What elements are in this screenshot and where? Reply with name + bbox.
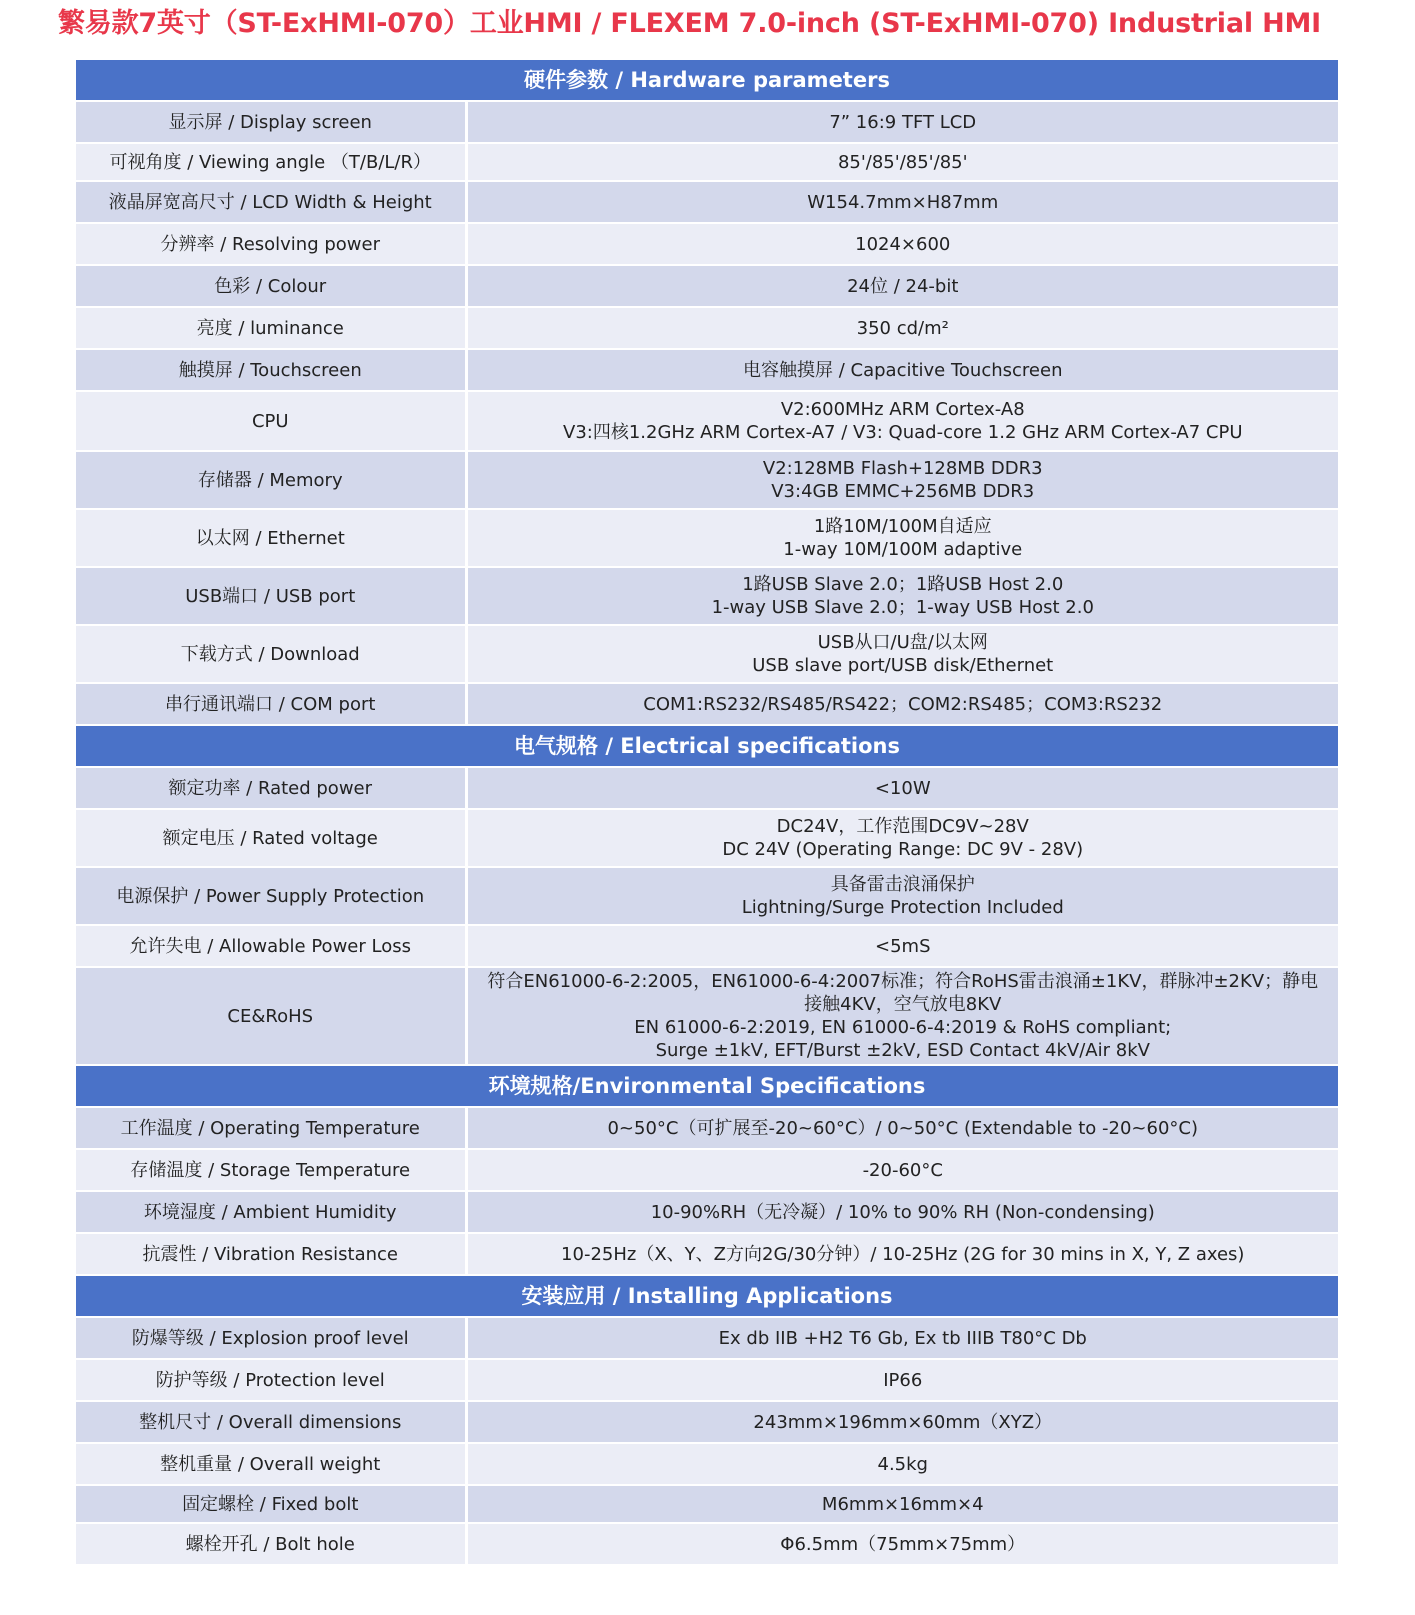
spec-table-body <box>76 59 1338 1565</box>
spec-value-line: 85'/85'/85'/85' <box>837 151 968 173</box>
spec-value-line: 符合EN61000-6-2:2005，EN61000-6-4:2007标准；符合RoHS雷击浪涌±1KV，群脉冲±2KV；静电 <box>487 971 1319 992</box>
spec-value <box>466 1149 1338 1191</box>
section-header-row <box>76 1275 1338 1317</box>
spec-row <box>76 307 1338 349</box>
spec-value-line: DC 24V (Operating Range: DC 9V - 28V) <box>722 839 1084 860</box>
spec-label: 电源保护 / Power Supply Protection <box>76 867 466 925</box>
spec-value-line: 1-way USB Slave 2.0；1-way USB Host 2.0 <box>711 597 1094 618</box>
spec-value <box>466 143 1338 181</box>
spec-label: 环境湿度 / Ambient Humidity <box>76 1191 466 1233</box>
spec-value-line: COM1:RS232/RS485/RS422；COM2:RS485；COM3:RS232 <box>643 693 1163 715</box>
spec-label: 下载方式 / Download <box>76 625 466 683</box>
spec-row <box>76 1443 1338 1485</box>
spec-row <box>76 1191 1338 1233</box>
spec-row <box>76 1401 1338 1443</box>
spec-value <box>466 391 1338 451</box>
section-header-row <box>76 59 1338 101</box>
spec-label: 防护等级 / Protection level <box>76 1359 466 1401</box>
spec-row <box>76 101 1338 143</box>
spec-value-line: EN 61000-6-2:2019, EN 61000-6-4:2019 & RoHS compliant; <box>634 1017 1172 1038</box>
spec-value-line: 1-way 10M/100M adaptive <box>783 539 1023 560</box>
spec-row <box>76 223 1338 265</box>
spec-value-line: -20-60°C <box>862 1159 943 1181</box>
section-header-row <box>76 1065 1338 1107</box>
spec-value-line: 1路10M/100M自适应 <box>813 516 992 537</box>
spec-value-line: W154.7mm×H87mm <box>807 191 999 213</box>
spec-label: 整机重量 / Overall weight <box>76 1443 466 1485</box>
section-header: 硬件参数 / Hardware parameters <box>76 59 1338 101</box>
spec-label: 存储器 / Memory <box>76 451 466 509</box>
spec-label: 允许失电 / Allowable Power Loss <box>76 925 466 967</box>
spec-value <box>466 349 1338 391</box>
spec-value <box>466 1233 1338 1275</box>
section-header: 安装应用 / Installing Applications <box>76 1275 1338 1317</box>
spec-value-line: Ex db IIB +H2 T6 Gb, Ex tb IIIB T80°C Db <box>718 1327 1087 1349</box>
spec-value <box>466 1523 1338 1565</box>
spec-row <box>76 265 1338 307</box>
spec-value-line: 接触4KV，空气放电8KV <box>804 994 1002 1015</box>
spec-row <box>76 1149 1338 1191</box>
spec-value-line: 7” 16:9 TFT LCD <box>829 111 977 133</box>
spec-value-line: Φ6.5mm（75mm×75mm） <box>780 1533 1026 1555</box>
spec-label: USB端口 / USB port <box>76 567 466 625</box>
spec-value <box>466 265 1338 307</box>
spec-row <box>76 567 1338 625</box>
spec-value-line: 243mm×196mm×60mm（XYZ） <box>753 1411 1053 1433</box>
spec-value-line: <5mS <box>875 935 931 957</box>
spec-value <box>466 967 1338 1065</box>
spec-label: 整机尺寸 / Overall dimensions <box>76 1401 466 1443</box>
spec-label: 螺栓开孔 / Bolt hole <box>76 1523 466 1565</box>
spec-value <box>466 809 1338 867</box>
spec-value <box>466 767 1338 809</box>
spec-value <box>466 307 1338 349</box>
section-header: 电气规格 / Electrical specifications <box>76 725 1338 767</box>
spec-row <box>76 1233 1338 1275</box>
spec-label: 液晶屏宽高尺寸 / LCD Width & Height <box>76 181 466 223</box>
spec-label: 色彩 / Colour <box>76 265 466 307</box>
spec-label: 额定功率 / Rated power <box>76 767 466 809</box>
spec-row <box>76 925 1338 967</box>
spec-value <box>466 509 1338 567</box>
spec-value-line: <10W <box>874 777 931 799</box>
spec-label: 存储温度 / Storage Temperature <box>76 1149 466 1191</box>
spec-label: 工作温度 / Operating Temperature <box>76 1107 466 1149</box>
spec-value-line: 10-90%RH（无冷凝）/ 10% to 90% RH (Non-condensing) <box>650 1201 1155 1223</box>
spec-label: 显示屏 / Display screen <box>76 101 466 143</box>
spec-label: 以太网 / Ethernet <box>76 509 466 567</box>
spec-value <box>466 1443 1338 1485</box>
spec-value-line: M6mm×16mm×4 <box>821 1493 984 1515</box>
spec-row <box>76 809 1338 867</box>
spec-value-line: 1路USB Slave 2.0；1路USB Host 2.0 <box>742 574 1064 595</box>
section-header: 环境规格/Environmental Specifications <box>76 1065 1338 1107</box>
spec-value-line: 电容触摸屏 / Capacitive Touchscreen <box>743 359 1063 381</box>
spec-value <box>466 1107 1338 1149</box>
spec-value-line: 24位 / 24-bit <box>847 275 959 297</box>
spec-value <box>466 683 1338 725</box>
spec-row <box>76 767 1338 809</box>
spec-value-line: 1024×600 <box>855 233 951 255</box>
spec-value <box>466 1485 1338 1523</box>
spec-value <box>466 867 1338 925</box>
spec-value-line: USB从口/U盘/以太网 <box>817 632 988 653</box>
spec-row <box>76 867 1338 925</box>
spec-value-line: 350 cd/m² <box>856 317 949 339</box>
spec-table <box>76 58 1338 1566</box>
spec-value <box>466 451 1338 509</box>
spec-value <box>466 1359 1338 1401</box>
spec-label: CE&RoHS <box>76 967 466 1065</box>
spec-value-line: V3:四核1.2GHz ARM Cortex-A7 / V3: Quad-core 1.2 GHz ARM Cortex-A7 CPU <box>563 422 1243 443</box>
spec-value <box>466 1191 1338 1233</box>
spec-label: 串行通讯端口 / COM port <box>76 683 466 725</box>
spec-value <box>466 567 1338 625</box>
spec-label: 分辨率 / Resolving power <box>76 223 466 265</box>
spec-value-line: V2:600MHz ARM Cortex-A8 <box>780 399 1025 420</box>
spec-value-line: V2:128MB Flash+128MB DDR3 <box>762 458 1043 479</box>
spec-value-line: USB slave port/USB disk/Ethernet <box>752 655 1054 676</box>
spec-row <box>76 143 1338 181</box>
spec-label: 固定螺栓 / Fixed bolt <box>76 1485 466 1523</box>
spec-label: 防爆等级 / Explosion proof level <box>76 1317 466 1359</box>
spec-value <box>466 223 1338 265</box>
spec-row <box>76 683 1338 725</box>
section-header-row <box>76 725 1338 767</box>
spec-label: 可视角度 / Viewing angle （T/B/L/R） <box>76 143 466 181</box>
spec-value-line: 0~50°C（可扩展至-20~60°C）/ 0~50°C (Extendable to -20~60°C) <box>607 1117 1198 1139</box>
spec-value <box>466 925 1338 967</box>
spec-value-line: Surge ±1kV, EFT/Burst ±2kV, ESD Contact 4kV/Air 8kV <box>655 1040 1150 1061</box>
spec-value-line: DC24V，工作范围DC9V~28V <box>776 816 1029 837</box>
spec-row <box>76 1107 1338 1149</box>
page-title: 繁易款7英寸（ST-ExHMI-070）工业HMI / FLEXEM 7.0-inch (ST-ExHMI-070) Industrial HMI <box>58 8 1322 39</box>
spec-label: 抗震性 / Vibration Resistance <box>76 1233 466 1275</box>
spec-label: 触摸屏 / Touchscreen <box>76 349 466 391</box>
spec-label: 亮度 / luminance <box>76 307 466 349</box>
spec-value-line: 10-25Hz（X、Y、Z方向2G/30分钟）/ 10-25Hz (2G for 30 mins in X, Y, Z axes) <box>561 1243 1245 1265</box>
spec-value-line: 4.5kg <box>877 1453 928 1475</box>
spec-row <box>76 1485 1338 1523</box>
spec-row <box>76 1523 1338 1565</box>
spec-row <box>76 509 1338 567</box>
spec-value <box>466 101 1338 143</box>
spec-value <box>466 181 1338 223</box>
spec-row <box>76 349 1338 391</box>
spec-label: CPU <box>76 391 466 451</box>
spec-value-line: 具备雷击浪涌保护 <box>830 874 975 895</box>
spec-label: 额定电压 / Rated voltage <box>76 809 466 867</box>
spec-value <box>466 1401 1338 1443</box>
spec-value-line: V3:4GB EMMC+256MB DDR3 <box>771 481 1035 502</box>
spec-value <box>466 625 1338 683</box>
spec-row <box>76 1317 1338 1359</box>
spec-row <box>76 625 1338 683</box>
spec-row <box>76 181 1338 223</box>
spec-value-line: IP66 <box>883 1369 923 1391</box>
spec-row <box>76 1359 1338 1401</box>
spec-row <box>76 451 1338 509</box>
spec-value-line: Lightning/Surge Protection Included <box>741 897 1064 918</box>
spec-value <box>466 1317 1338 1359</box>
spec-row <box>76 967 1338 1065</box>
spec-row <box>76 391 1338 451</box>
